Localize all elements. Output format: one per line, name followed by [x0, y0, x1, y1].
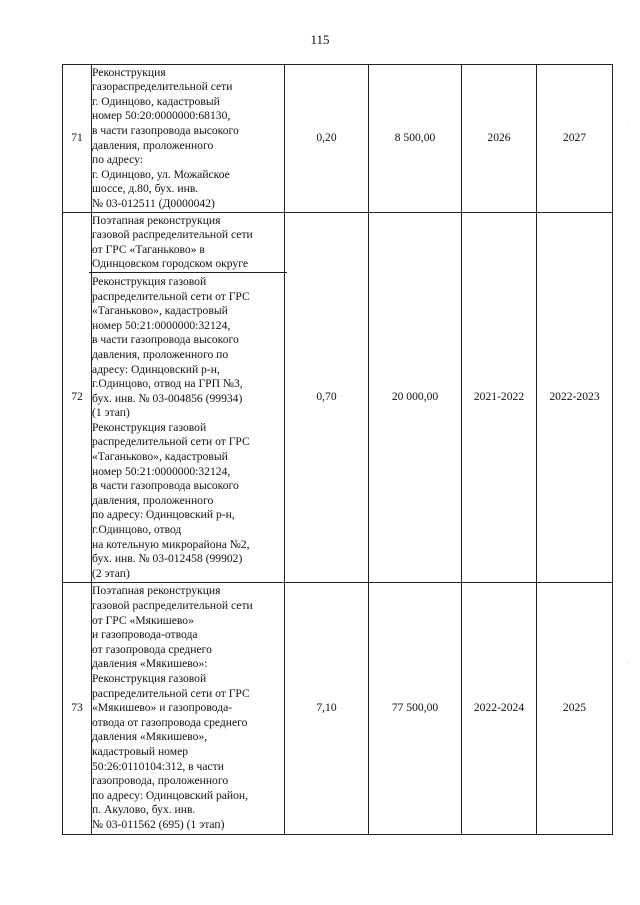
- end-year-cell: 2022-2023: [537, 213, 613, 583]
- start-year-cell: 2026: [462, 65, 537, 213]
- row-number: 73: [63, 583, 92, 835]
- description-line: распределительной сети от ГРС: [92, 686, 250, 700]
- description-line: Поэтапная реконструкция: [92, 584, 221, 598]
- description-line: г. Одинцово, кадастровый: [92, 94, 220, 108]
- description-line: № 03-012511 (Д0000042): [92, 196, 215, 210]
- description-line: бух. инв. № 03-004856 (99934): [92, 391, 243, 405]
- description-line: давления «Мякишево»,: [92, 730, 208, 744]
- description-line: давления, проложенного: [92, 138, 214, 152]
- cost-cell: 20 000,00: [369, 213, 462, 583]
- description-line: (1 этап): [92, 406, 130, 420]
- description-line: по адресу: Одинцовский р-н,: [92, 508, 235, 522]
- description-block: [92, 584, 284, 832]
- description-line: кадастровый номер: [92, 744, 189, 758]
- description-line: адресу: Одинцовский р-н,: [92, 362, 220, 376]
- description-line: в части газопровода высокого: [92, 123, 239, 137]
- description-line: Реконструкция газовой: [92, 420, 207, 434]
- description-line: «Мякишево» и газопровода-: [92, 701, 233, 715]
- description-line: от газопровода среднего: [92, 642, 212, 656]
- page-number: 115: [310, 32, 330, 47]
- length-cell: 0,70: [285, 213, 369, 583]
- description-line: бух. инв. № 03-012458 (99902): [92, 552, 243, 566]
- description-line: № 03-011562 (695) (1 этап): [92, 817, 225, 831]
- description-line: (2 этап): [92, 566, 130, 580]
- table-row: [63, 65, 613, 213]
- description-line: газопровода, проложенного: [92, 774, 229, 788]
- description-line: Реконструкция газовой: [92, 274, 207, 288]
- object-description: [92, 65, 285, 213]
- description-line: давления, проложенного: [92, 493, 214, 507]
- description-line: распределительной сети от ГРС: [92, 435, 250, 449]
- description-line: номер 50:21:0000000:32124,: [92, 464, 231, 478]
- description-line: номер 50:20:0000000:68130,: [92, 109, 231, 123]
- description-line: от ГРС «Мякишево»: [92, 613, 194, 627]
- table-row: [63, 583, 613, 835]
- description-block: [92, 66, 284, 212]
- length-cell: 7,10: [285, 583, 369, 835]
- description-line: Поэтапная реконструкция: [92, 213, 221, 227]
- description-line: давления, проложенного по: [92, 347, 229, 361]
- length-cell: 0,20: [285, 65, 369, 213]
- row-number: 72: [63, 213, 92, 583]
- description-line: «Таганьково», кадастровый: [92, 304, 228, 318]
- description-line: номер 50:21:0000000:32124,: [92, 318, 231, 332]
- description-line: 50:26:0110104:312, в части: [92, 759, 224, 773]
- cost-cell: 77 500,00: [369, 583, 462, 835]
- scan-speck: ·: [626, 120, 628, 126]
- description-line: по адресу: Одинцовский район,: [92, 788, 249, 802]
- object-description: [92, 583, 285, 835]
- description-line: в части газопровода высокого: [92, 479, 239, 493]
- description-line: «Таганьково», кадастровый: [92, 450, 228, 464]
- description-line: г.Одинцово, отвод: [92, 523, 182, 537]
- end-year-cell: 2027: [537, 65, 613, 213]
- investment-table: [62, 64, 613, 835]
- table-row: [63, 213, 613, 583]
- description-line: г.Одинцово, отвод на ГРП №3,: [92, 377, 243, 391]
- description-line: по адресу:: [92, 153, 144, 167]
- description-line: Реконструкция газовой: [92, 672, 207, 686]
- description-line: распределительной сети от ГРС: [92, 289, 250, 303]
- cost-cell: 8 500,00: [369, 65, 462, 213]
- description-block: [89, 214, 287, 273]
- description-line: отвода от газопровода среднего: [92, 715, 248, 729]
- description-line: г. Одинцово, ул. Можайское: [92, 167, 230, 181]
- description-line: газораспределительной сети: [92, 80, 233, 94]
- object-description: [92, 213, 285, 583]
- description-line: на котельную микрорайона №2,: [92, 537, 250, 551]
- description-block: [92, 275, 284, 581]
- description-line: Реконструкция: [92, 65, 166, 79]
- row-number: 71: [63, 65, 92, 213]
- description-line: и газопровода-отвода: [92, 628, 198, 642]
- scan-speck: ·: [628, 660, 630, 666]
- description-line: шоссе, д.80, бух. инв.: [92, 182, 199, 196]
- description-line: от ГРС «Таганьково» в: [92, 242, 205, 256]
- description-line: в части газопровода высокого: [92, 333, 239, 347]
- start-year-cell: 2022-2024: [462, 583, 537, 835]
- end-year-cell: 2025: [537, 583, 613, 835]
- start-year-cell: 2021-2022: [462, 213, 537, 583]
- description-line: давления «Мякишево»:: [92, 657, 208, 671]
- description-line: п. Акулово, бух. инв.: [92, 803, 196, 817]
- description-line: Одинцовском городском округе: [92, 257, 248, 271]
- description-line: газовой распределительной сети: [92, 599, 253, 613]
- description-line: газовой распределительной сети: [92, 228, 253, 242]
